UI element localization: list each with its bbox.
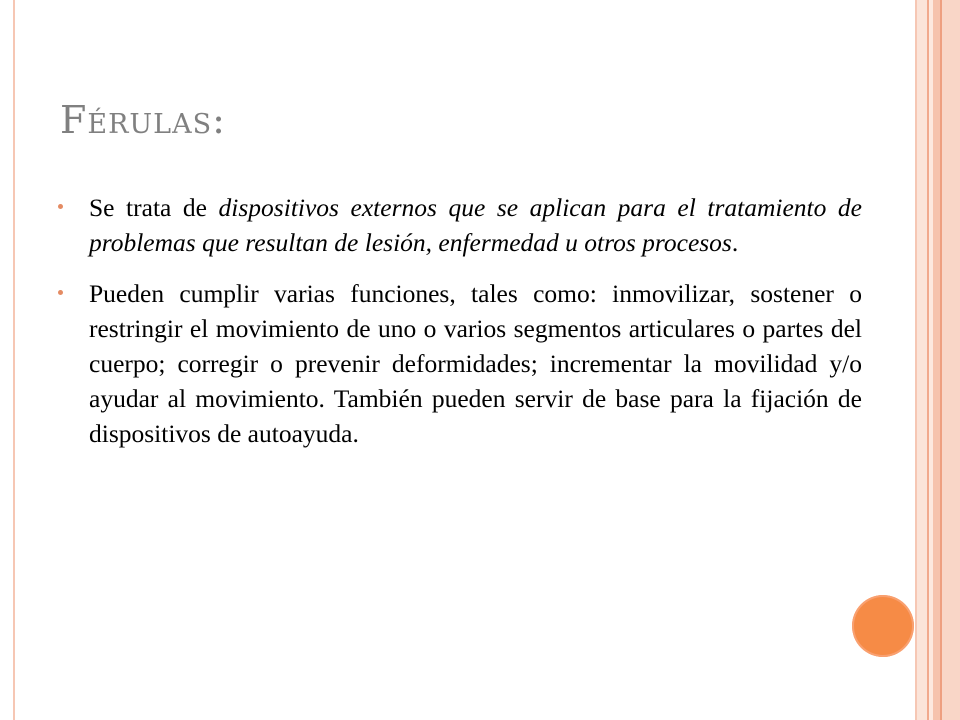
bullet-icon bbox=[58, 204, 63, 209]
bullet-text-post: . bbox=[731, 228, 739, 257]
decorative-stripe bbox=[942, 0, 960, 720]
slide-title: Férulas: bbox=[60, 98, 226, 142]
decorative-circle bbox=[852, 595, 914, 657]
bullet-icon bbox=[58, 290, 63, 295]
bullet-text-pre: Se trata de bbox=[89, 193, 219, 222]
decorative-stripe bbox=[933, 0, 940, 720]
bullet-text-emphasis: dispositivos externos que se aplican para el tratamiento de problemas que resultan de lesión, enfermedad u otros procesos bbox=[89, 193, 862, 257]
decorative-stripe bbox=[917, 0, 927, 720]
bullet-item bbox=[58, 190, 862, 260]
bullet-item bbox=[58, 276, 862, 451]
bullet-list bbox=[58, 190, 862, 467]
bullet-text: Pueden cumplir varias funciones, tales como: inmovilizar, sostener o restringir el movimiento de uno o varios segmentos articulares o partes del cuerpo; corregir o prevenir deformidades; incrementar la movilidad y/o ayudar al movimiento. También pueden servir de base para la fijación de dispositivos de autoayuda. bbox=[89, 279, 862, 448]
